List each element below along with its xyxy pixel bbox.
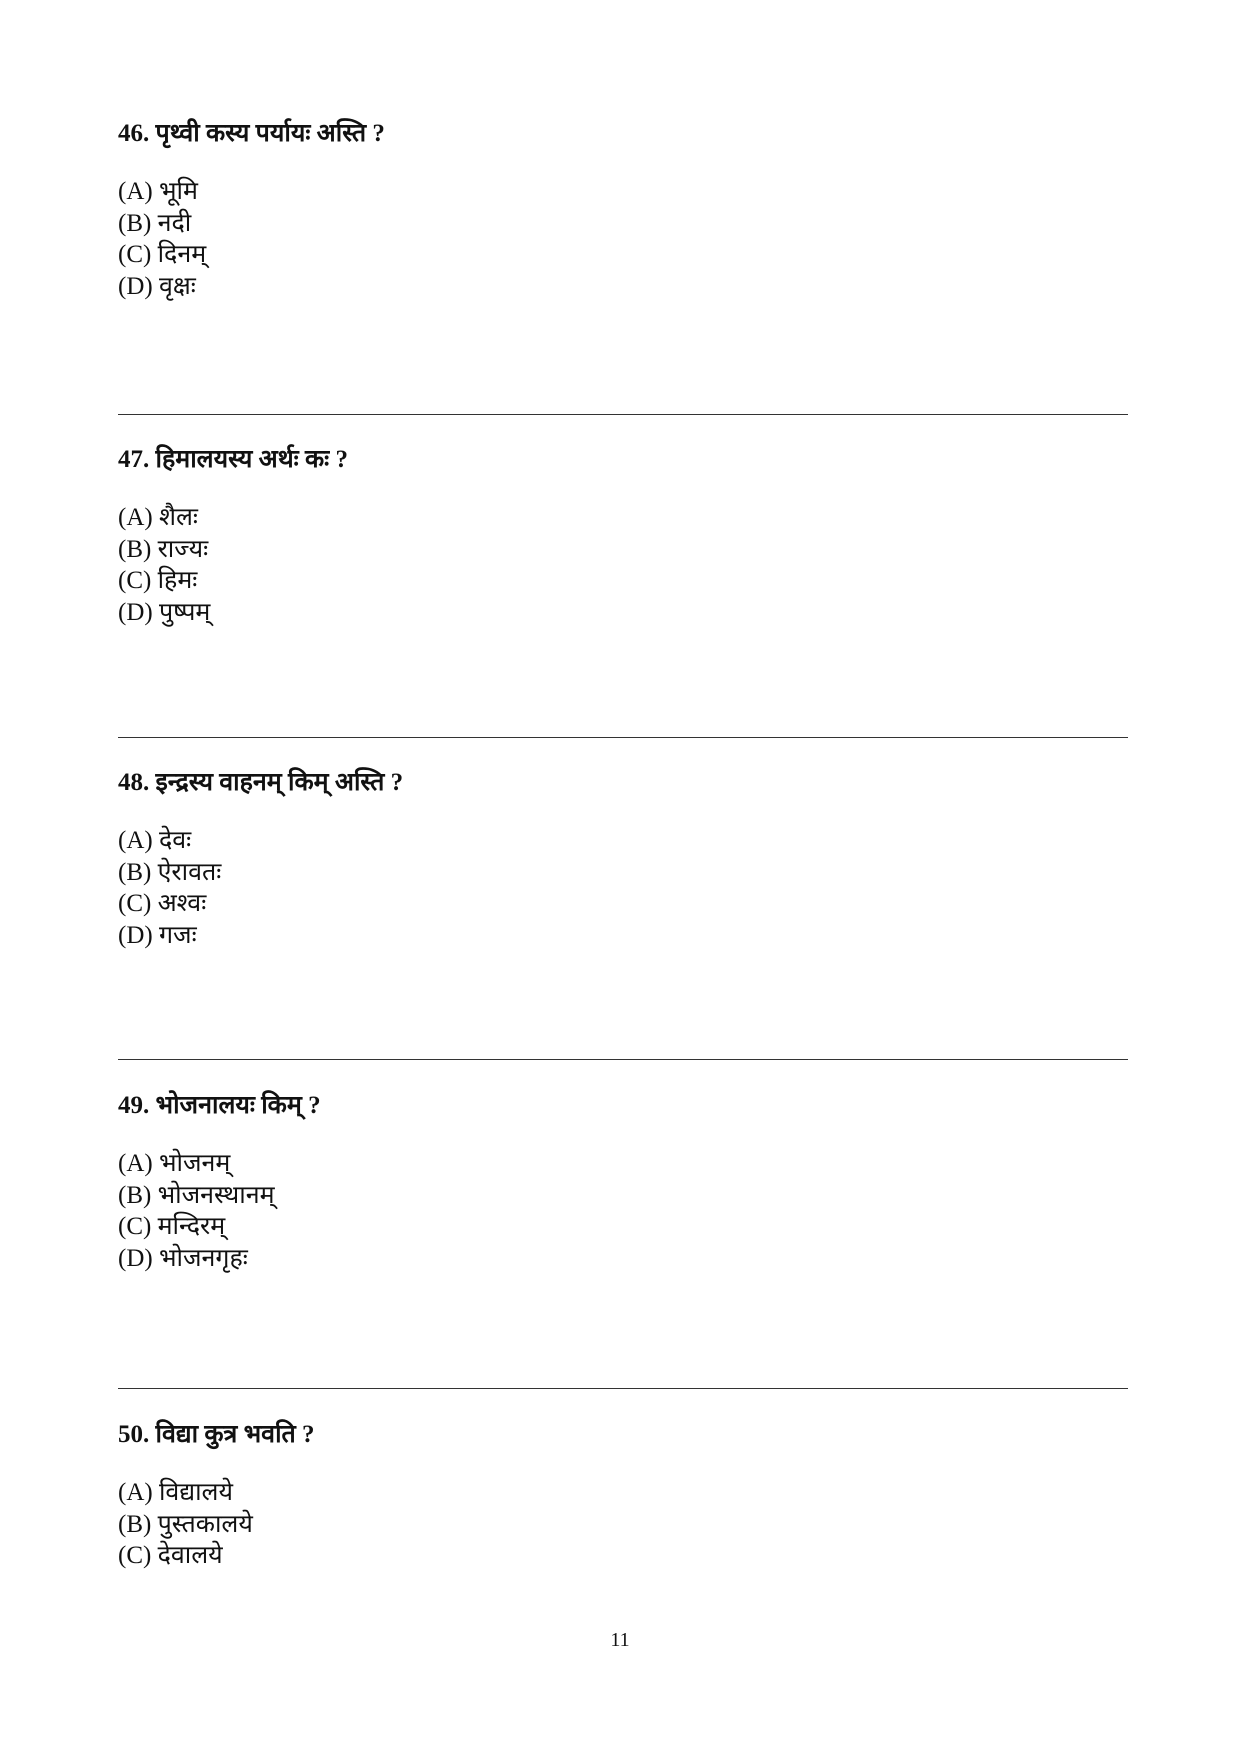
divider-line bbox=[118, 1388, 1128, 1389]
option-list bbox=[118, 1148, 1128, 1274]
option-d: (D) पुष्पम् bbox=[118, 598, 211, 626]
option-b: (B) नदी bbox=[118, 209, 192, 237]
question-title: 49. भोजनालयः किम् ? bbox=[118, 1092, 321, 1119]
divider-line bbox=[118, 737, 1128, 738]
option-c: (C) हिमः bbox=[118, 567, 198, 594]
option-c: (C) देवालये bbox=[118, 1542, 223, 1569]
option-a: (A) भोजनम् bbox=[118, 1150, 231, 1177]
option-c: (C) अश्वः bbox=[118, 890, 207, 917]
option-a: (A) भूमि bbox=[118, 178, 198, 205]
option-list bbox=[118, 502, 1128, 628]
question-title: 48. इन्द्रस्य वाहनम् किम् अस्ति ? bbox=[118, 769, 404, 796]
option-list bbox=[118, 176, 1128, 302]
option-d: (D) वृक्षः bbox=[118, 272, 196, 300]
option-c: (C) दिनम् bbox=[118, 241, 207, 268]
question-49 bbox=[118, 1090, 1128, 1274]
question-title: 46. पृथ्वी कस्य पर्यायः अस्ति ? bbox=[118, 120, 385, 147]
option-a: (A) विद्यालये bbox=[118, 1479, 234, 1506]
option-d: (D) भोजनगृहः bbox=[118, 1244, 248, 1272]
option-d: (D) गजः bbox=[118, 921, 197, 949]
question-48 bbox=[118, 767, 1128, 951]
option-b: (B) पुस्तकालये bbox=[118, 1510, 253, 1538]
option-c: (C) मन्दिरम् bbox=[118, 1213, 226, 1240]
option-a: (A) शैलः bbox=[118, 504, 198, 531]
option-list bbox=[118, 825, 1128, 951]
question-title: 47. हिमालयस्य अर्थः कः ? bbox=[118, 446, 348, 473]
question-47 bbox=[118, 444, 1128, 628]
question-46 bbox=[118, 118, 1128, 302]
option-b: (B) ऐरावतः bbox=[118, 858, 222, 886]
question-title: 50. विद्या कुत्र भवति ? bbox=[118, 1421, 315, 1448]
option-b: (B) राज्यः bbox=[118, 535, 209, 563]
option-list bbox=[118, 1477, 1128, 1572]
page-number: 11 bbox=[610, 1629, 630, 1651]
question-50 bbox=[118, 1419, 1128, 1572]
divider-line bbox=[118, 414, 1128, 415]
option-a: (A) देवः bbox=[118, 827, 192, 854]
option-b: (B) भोजनस्थानम् bbox=[118, 1181, 275, 1209]
divider-line bbox=[118, 1059, 1128, 1060]
